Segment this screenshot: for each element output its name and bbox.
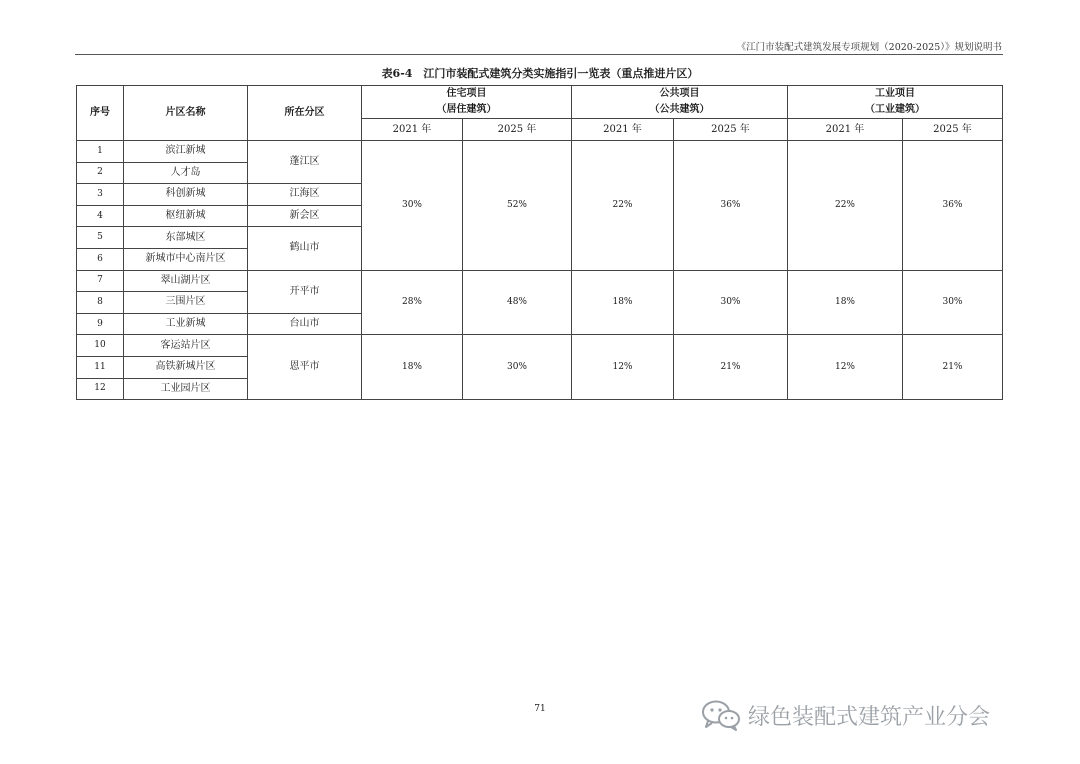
year-header: 2021 年	[788, 119, 903, 141]
table-row	[77, 141, 1003, 163]
row-area-name: 高铁新城片区	[124, 356, 248, 378]
group-industrial-title: 工业项目	[875, 88, 915, 99]
value-cell: 12%	[572, 335, 674, 400]
group-residential	[362, 86, 572, 119]
row-area-name: 工业新城	[124, 313, 248, 335]
row-area-name: 人才岛	[124, 162, 248, 184]
document-header: 《江门市装配式建筑发展专项规划（2020-2025）》规划说明书	[736, 42, 1002, 53]
header-district: 所在分区	[248, 86, 362, 141]
row-area-name: 工业园片区	[124, 378, 248, 400]
row-district: 恩平市	[248, 335, 362, 400]
header-row-1	[77, 86, 1003, 119]
watermark	[700, 698, 990, 732]
value-cell: 22%	[572, 141, 674, 271]
watermark-text: 绿色装配式建筑产业分会	[748, 704, 991, 730]
value-cell: 18%	[788, 270, 903, 335]
value-cell: 30%	[674, 270, 788, 335]
row-seq: 2	[77, 162, 124, 184]
row-seq: 7	[77, 270, 124, 292]
group-industrial	[788, 86, 1003, 119]
year-header: 2021 年	[572, 119, 674, 141]
table-row	[77, 335, 1003, 357]
row-seq: 1	[77, 141, 124, 163]
value-cell: 30%	[903, 270, 1003, 335]
row-area-name: 科创新城	[124, 184, 248, 206]
row-area-name: 新城市中心南片区	[124, 248, 248, 270]
year-header: 2025 年	[903, 119, 1003, 141]
value-cell: 22%	[788, 141, 903, 271]
row-area-name: 客运站片区	[124, 335, 248, 357]
group-public	[572, 86, 788, 119]
row-seq: 12	[77, 378, 124, 400]
row-district: 新会区	[248, 205, 362, 227]
implementation-table	[76, 85, 1003, 400]
row-seq: 8	[77, 292, 124, 314]
value-cell: 36%	[674, 141, 788, 271]
year-header: 2025 年	[463, 119, 572, 141]
table-row	[77, 270, 1003, 292]
row-district: 台山市	[248, 313, 362, 335]
header-divider	[75, 54, 1003, 55]
row-area-name: 三围片区	[124, 292, 248, 314]
group-industrial-subtitle: （工业建筑）	[865, 104, 925, 115]
row-area-name: 枢纽新城	[124, 205, 248, 227]
row-district: 江海区	[248, 184, 362, 206]
row-seq: 9	[77, 313, 124, 335]
year-header: 2025 年	[674, 119, 788, 141]
year-header: 2021 年	[362, 119, 463, 141]
value-cell: 18%	[572, 270, 674, 335]
value-cell: 21%	[903, 335, 1003, 400]
value-cell: 21%	[674, 335, 788, 400]
value-cell: 18%	[362, 335, 463, 400]
header-seq: 序号	[77, 86, 124, 141]
group-public-title: 公共项目	[659, 88, 700, 99]
value-cell: 52%	[463, 141, 572, 271]
row-seq: 10	[77, 335, 124, 357]
row-district: 蓬江区	[248, 141, 362, 184]
header-name: 片区名称	[124, 86, 248, 141]
wechat-icon	[700, 698, 742, 732]
row-seq: 11	[77, 356, 124, 378]
value-cell: 30%	[463, 335, 572, 400]
group-residential-subtitle: （居住建筑）	[436, 104, 497, 115]
row-district: 鹤山市	[248, 227, 362, 270]
value-cell: 36%	[903, 141, 1003, 271]
page-number: 71	[534, 704, 546, 714]
row-district: 开平市	[248, 270, 362, 313]
row-area-name: 滨江新城	[124, 141, 248, 163]
row-seq: 6	[77, 248, 124, 270]
value-cell: 48%	[463, 270, 572, 335]
row-area-name: 翠山湖片区	[124, 270, 248, 292]
value-cell: 28%	[362, 270, 463, 335]
value-cell: 12%	[788, 335, 903, 400]
group-residential-title: 住宅项目	[446, 88, 487, 99]
group-public-subtitle: （公共建筑）	[649, 104, 710, 115]
table-caption: 表6-4 江门市装配式建筑分类实施指引一览表（重点推进片区）	[381, 67, 699, 80]
row-seq: 3	[77, 184, 124, 206]
row-seq: 4	[77, 205, 124, 227]
value-cell: 30%	[362, 141, 463, 271]
row-seq: 5	[77, 227, 124, 249]
row-area-name: 东部城区	[124, 227, 248, 249]
